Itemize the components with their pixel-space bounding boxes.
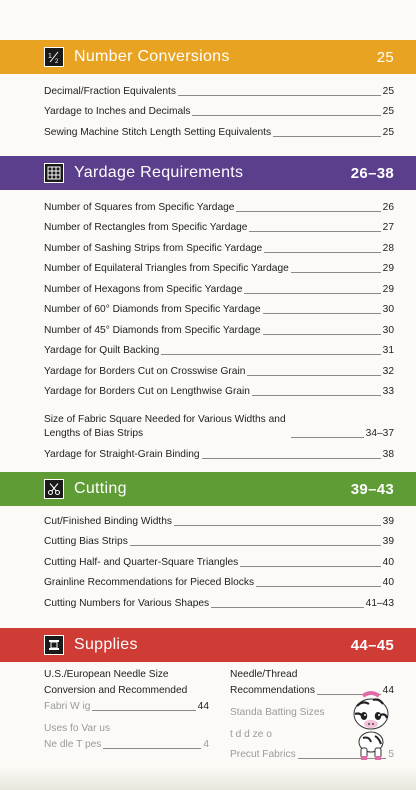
- number-conversions-list: [44, 78, 394, 140]
- toc-entry[interactable]: Number of 45° Diamonds from Specific Yardage 30: [44, 324, 394, 336]
- toc-entry[interactable]: Yardage for Straight-Grain Binding 38: [44, 448, 394, 460]
- toc-entry[interactable]: Yardage to Inches and Decimals 25: [44, 106, 394, 117]
- toc-entry[interactable]: Number of Hexagons from Specific Yardage 29: [44, 283, 394, 295]
- scissors-icon: [44, 479, 64, 499]
- section-title: Cutting: [74, 480, 127, 497]
- section-header-supplies: [0, 628, 416, 662]
- section-title: Yardage Requirements: [74, 164, 244, 181]
- toc-entry[interactable]: Number of Rectangles from Specific Yardage 27: [44, 222, 394, 233]
- section-header-cutting: [0, 472, 416, 506]
- fraction-icon: [44, 47, 64, 67]
- section-title: Supplies: [74, 636, 138, 653]
- yardage-requirements-list: [44, 194, 394, 462]
- toc-entry[interactable]: Grainline Recommendations for Pieced Blocks 40: [44, 577, 394, 588]
- toc-entry[interactable]: Number of 60° Diamonds from Specific Yardage 30: [44, 304, 394, 315]
- toc-entry[interactable]: Precut Fabrics 5: [230, 749, 394, 760]
- toc-entry[interactable]: Cutting Half- and Quarter-Square Triangles 40: [44, 556, 394, 568]
- toc-entry[interactable]: Standa Batting Sizes: [230, 707, 325, 718]
- toc-entry[interactable]: Cutting Bias Strips 39: [44, 536, 394, 547]
- svg-text:1: 1: [48, 53, 52, 60]
- section-header-number-conversions: [0, 40, 416, 74]
- toc-entry[interactable]: Number of Equilateral Triangles from Specific Yardage 29: [44, 263, 394, 274]
- toc-entry[interactable]: Cut/Finished Binding Widths 39: [44, 515, 394, 527]
- section-pages: 26–38: [350, 164, 394, 182]
- page-bottom-edge: [0, 766, 416, 790]
- toc-entry[interactable]: Yardage for Borders Cut on Crosswise Grain 32: [44, 365, 394, 377]
- section-header-yardage-requirements: [0, 156, 416, 190]
- cutting-list: [44, 508, 394, 611]
- toc-entry[interactable]: Yardage for Borders Cut on Lengthwise Grain 33: [44, 386, 394, 397]
- supplies-right-column: Needle/Thread Recommendations 44 Standa Batting Sizes t d d ze o Precut Fabrics 5: [230, 669, 394, 760]
- toc-entry[interactable]: Sewing Machine Stitch Length Setting Equivalents 25: [44, 126, 394, 138]
- zebra-mascot-icon: [343, 690, 399, 762]
- toc-entry[interactable]: t d d ze o: [230, 729, 272, 740]
- toc-entry[interactable]: Decimal/Fraction Equivalents 25: [44, 85, 394, 97]
- toc-entry[interactable]: Number of Squares from Specific Yardage 26: [44, 201, 394, 213]
- toc-entry[interactable]: Uses fo Var us: [44, 723, 111, 734]
- section-pages: 39–43: [350, 480, 394, 498]
- toc-entry[interactable]: Cutting Numbers for Various Shapes 41–43: [44, 597, 394, 609]
- toc-entry[interactable]: Size of Fabric Square Needed for Various Widths and Lengths of Bias Strips 34–37: [44, 414, 394, 439]
- toc-entry[interactable]: U.S./European Needle Size: [44, 669, 169, 680]
- toc-entry[interactable]: Yardage for Quilt Backing 31: [44, 345, 394, 356]
- toc-entry[interactable]: Needle/Thread: [230, 669, 298, 680]
- supplies-left-column: U.S./European Needle Size Conversion and Recommended Fabri W ig 44 Uses fo Var us Ne dle T pes 4: [44, 669, 209, 750]
- grid-icon: [44, 163, 64, 183]
- section-pages: 44–45: [350, 636, 394, 654]
- thread-spool-icon: [44, 635, 64, 655]
- toc-entry[interactable]: Number of Sashing Strips from Specific Yardage 28: [44, 242, 394, 254]
- section-pages: 25: [376, 48, 394, 66]
- section-title: Number Conversions: [74, 48, 230, 65]
- svg-text:2: 2: [55, 59, 59, 64]
